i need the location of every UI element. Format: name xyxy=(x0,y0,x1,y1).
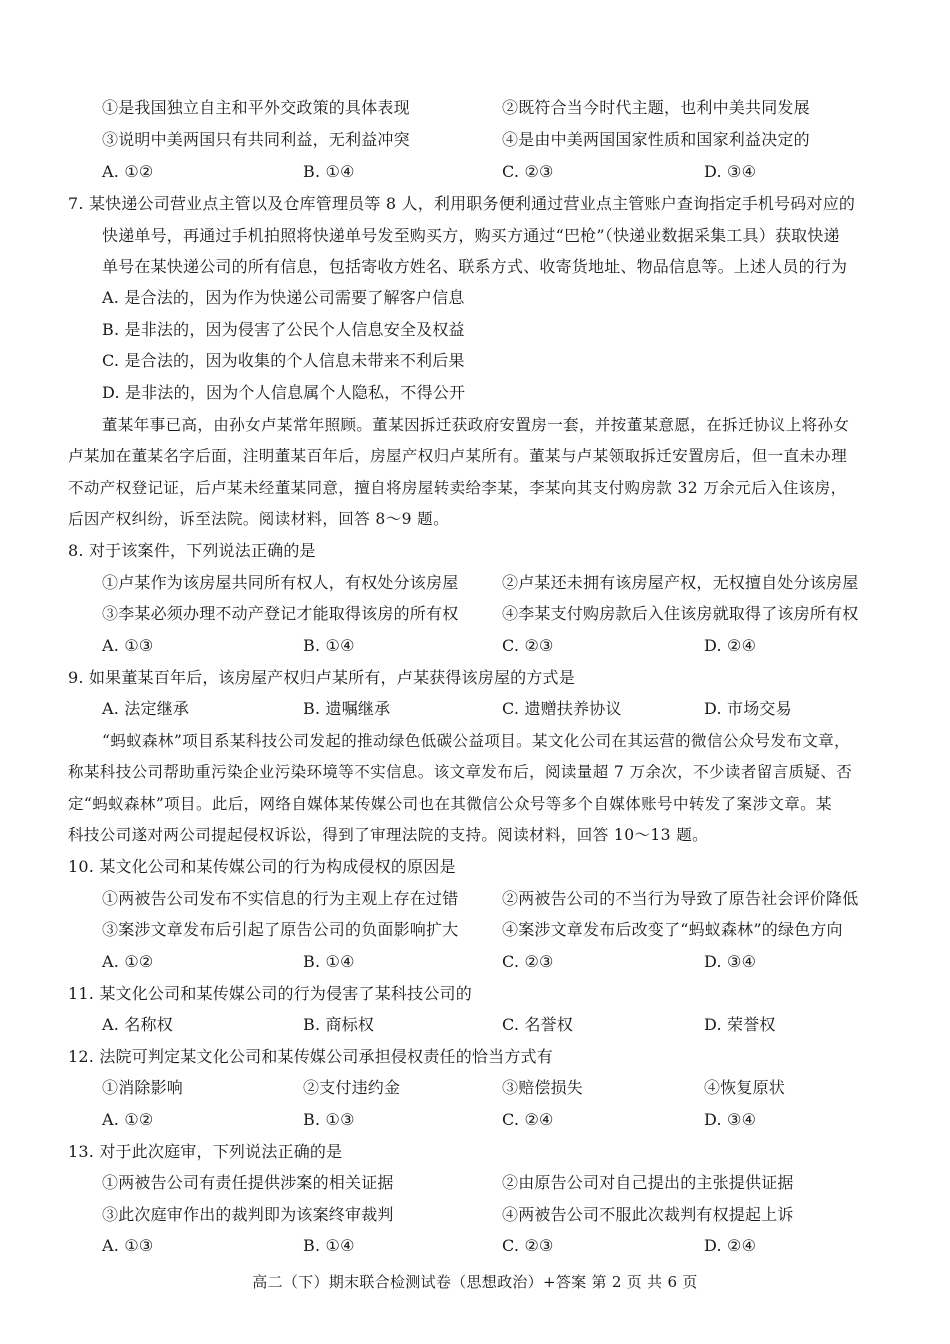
q7-stem-line-1: 7. 某快递公司营业点主管以及仓库管理员等 8 人，利用职务便利通过营业点主管账户查询指定手机号码对应的 xyxy=(68,194,856,213)
q7-choice-d: D. 是非法的，因为个人信息属个人隐私，不得公开 xyxy=(102,383,466,402)
q6-option-2: ②既符合当今时代主题，也利中美共同发展 xyxy=(502,98,810,117)
material-2-line-3: 定“蚂蚁森林”项目。此后，网络自媒体某传媒公司也在其微信公众号等多个自媒体账号中转发了案涉文章。某 xyxy=(68,795,832,813)
q7-choice-a: A. 是合法的，因为作为快递公司需要了解客户信息 xyxy=(102,288,465,307)
q10-stem: 10. 某文化公司和某传媒公司的行为构成侵权的原因是 xyxy=(68,857,456,876)
q9-choice-a: A. 法定继承 xyxy=(102,699,190,718)
q6-choice-c: C. ②③ xyxy=(502,162,554,181)
q12-stem: 12. 法院可判定某文化公司和某传媒公司承担侵权责任的恰当方式有 xyxy=(68,1047,553,1066)
q6-option-4: ④是由中美两国国家性质和国家利益决定的 xyxy=(502,130,810,149)
q13-option-2: ②由原告公司对自己提出的主张提供证据 xyxy=(502,1173,794,1192)
q11-choice-c: C. 名誉权 xyxy=(502,1015,574,1034)
q12-choice-b: B. ①③ xyxy=(303,1110,355,1129)
material-2-line-2: 称某科技公司帮助重污染企业污染环境等不实信息。该文章发布后，阅读量超 7 万余次，不少读者留言质疑、否 xyxy=(68,763,853,781)
q13-option-3: ③此次庭审作出的裁判即为该案终审裁判 xyxy=(102,1205,394,1224)
q13-choice-a: A. ①③ xyxy=(102,1236,154,1255)
q7-choice-c: C. 是合法的，因为收集的个人信息未带来不利后果 xyxy=(102,351,465,370)
q8-choice-d: D. ②④ xyxy=(704,636,757,655)
q10-option-3: ③案涉文章发布后引起了原告公司的负面影响扩大 xyxy=(102,920,459,939)
q8-choice-c: C. ②③ xyxy=(502,636,554,655)
q12-choice-a: A. ①② xyxy=(102,1110,154,1129)
q7-choice-b: B. 是非法的，因为侵害了公民个人信息安全及权益 xyxy=(102,320,465,339)
q11-choice-b: B. 商标权 xyxy=(303,1015,375,1034)
q10-choice-d: D. ③④ xyxy=(704,952,757,971)
q12-option-4: ④恢复原状 xyxy=(704,1078,786,1097)
q8-option-1: ①卢某作为该房屋共同所有权人，有权处分该房屋 xyxy=(102,573,459,592)
q6-choice-d: D. ③④ xyxy=(704,162,757,181)
q13-choice-d: D. ②④ xyxy=(704,1236,757,1255)
q11-stem: 11. 某文化公司和某传媒公司的行为侵害了某科技公司的 xyxy=(68,984,472,1003)
q6-option-1: ①是我国独立自主和平外交政策的具体表现 xyxy=(102,98,410,117)
q8-option-3: ③李某必须办理不动产登记才能取得该房的所有权 xyxy=(102,604,459,623)
q13-stem: 13. 对于此次庭审，下列说法正确的是 xyxy=(68,1142,343,1161)
q13-choice-c: C. ②③ xyxy=(502,1236,554,1255)
q9-stem: 9. 如果董某百年后，该房屋产权归卢某所有，卢某获得该房屋的方式是 xyxy=(68,668,575,687)
q7-stem-line-3: 单号在某快递公司的所有信息，包括寄收方姓名、联系方式、收寄货地址、物品信息等。上述人员的行为 xyxy=(102,257,848,276)
q9-choice-d: D. 市场交易 xyxy=(704,699,792,718)
q12-choice-d: D. ③④ xyxy=(704,1110,757,1129)
q12-option-1: ①消除影响 xyxy=(102,1078,184,1097)
q6-option-3: ③说明中美两国只有共同利益，无利益冲突 xyxy=(102,130,410,149)
q8-option-4: ④李某支付购房款后入住该房就取得了该房所有权 xyxy=(502,604,859,623)
q8-choice-a: A. ①③ xyxy=(102,636,154,655)
q11-choice-a: A. 名称权 xyxy=(102,1015,173,1034)
q10-choice-b: B. ①④ xyxy=(303,952,355,971)
q9-choice-b: B. 遗嘱继承 xyxy=(303,699,391,718)
q13-choice-b: B. ①④ xyxy=(303,1236,355,1255)
q10-choice-a: A. ①② xyxy=(102,952,154,971)
q8-choice-b: B. ①④ xyxy=(303,636,355,655)
material-2-line-1: “蚂蚁森林”项目系某科技公司发起的推动绿色低碳公益项目。某文化公司在其运营的微信公众号发布文章， xyxy=(102,732,851,750)
q8-stem: 8. 对于该案件，下列说法正确的是 xyxy=(68,541,316,560)
q11-choice-d: D. 荣誉权 xyxy=(704,1015,776,1034)
q10-option-1: ①两被告公司发布不实信息的行为主观上存在过错 xyxy=(102,889,459,908)
material-1-line-2: 卢某加在董某名字后面，注明董某百年后，房屋产权归卢某所有。董某与卢某领取拆迁安置房后，但一直未办理 xyxy=(68,447,848,465)
q12-choice-c: C. ②④ xyxy=(502,1110,554,1129)
material-1-line-4: 后因产权纠纷，诉至法院。阅读材料，回答 8～9 题。 xyxy=(68,510,449,528)
q12-option-3: ③赔偿损失 xyxy=(502,1078,584,1097)
q13-option-4: ④两被告公司不服此次裁判有权提起上诉 xyxy=(502,1205,794,1224)
q7-stem-line-2: 快递单号，再通过手机拍照将快递单号发至购买方，购买方通过“巴枪”（快递业数据采集工具）获取快递 xyxy=(102,226,840,245)
page-footer: 高二（下）期末联合检测试卷（思想政治）+答案 第 2 页 共 6 页 xyxy=(252,1273,698,1291)
q10-option-2: ②两被告公司的不当行为导致了原告社会评价降低 xyxy=(502,889,859,908)
q10-choice-c: C. ②③ xyxy=(502,952,554,971)
q6-choice-a: A. ①② xyxy=(102,162,154,181)
q10-option-4: ④案涉文章发布后改变了“蚂蚁森林”的绿色方向 xyxy=(502,920,843,939)
q8-option-2: ②卢某还未拥有该房屋产权，无权擅自处分该房屋 xyxy=(502,573,859,592)
q9-choice-c: C. 遗赠扶养协议 xyxy=(502,699,622,718)
material-2-line-4: 科技公司遂对两公司提起侵权诉讼，得到了审理法院的支持。阅读材料，回答 10～13 题。 xyxy=(68,826,709,844)
material-1-line-1: 董某年事已高，由孙女卢某常年照顾。董某因拆迁获政府安置房一套，并按董某意愿，在拆迁协议上将孙女 xyxy=(102,416,850,434)
q12-option-2: ②支付违约金 xyxy=(303,1078,401,1097)
q6-choice-b: B. ①④ xyxy=(303,162,355,181)
q13-option-1: ①两被告公司有责任提供涉案的相关证据 xyxy=(102,1173,394,1192)
material-1-line-3: 不动产权登记证，后卢某未经董某同意，擅自将房屋转卖给李某，李某向其支付购房款 32 万余元后入住该房， xyxy=(68,479,847,497)
